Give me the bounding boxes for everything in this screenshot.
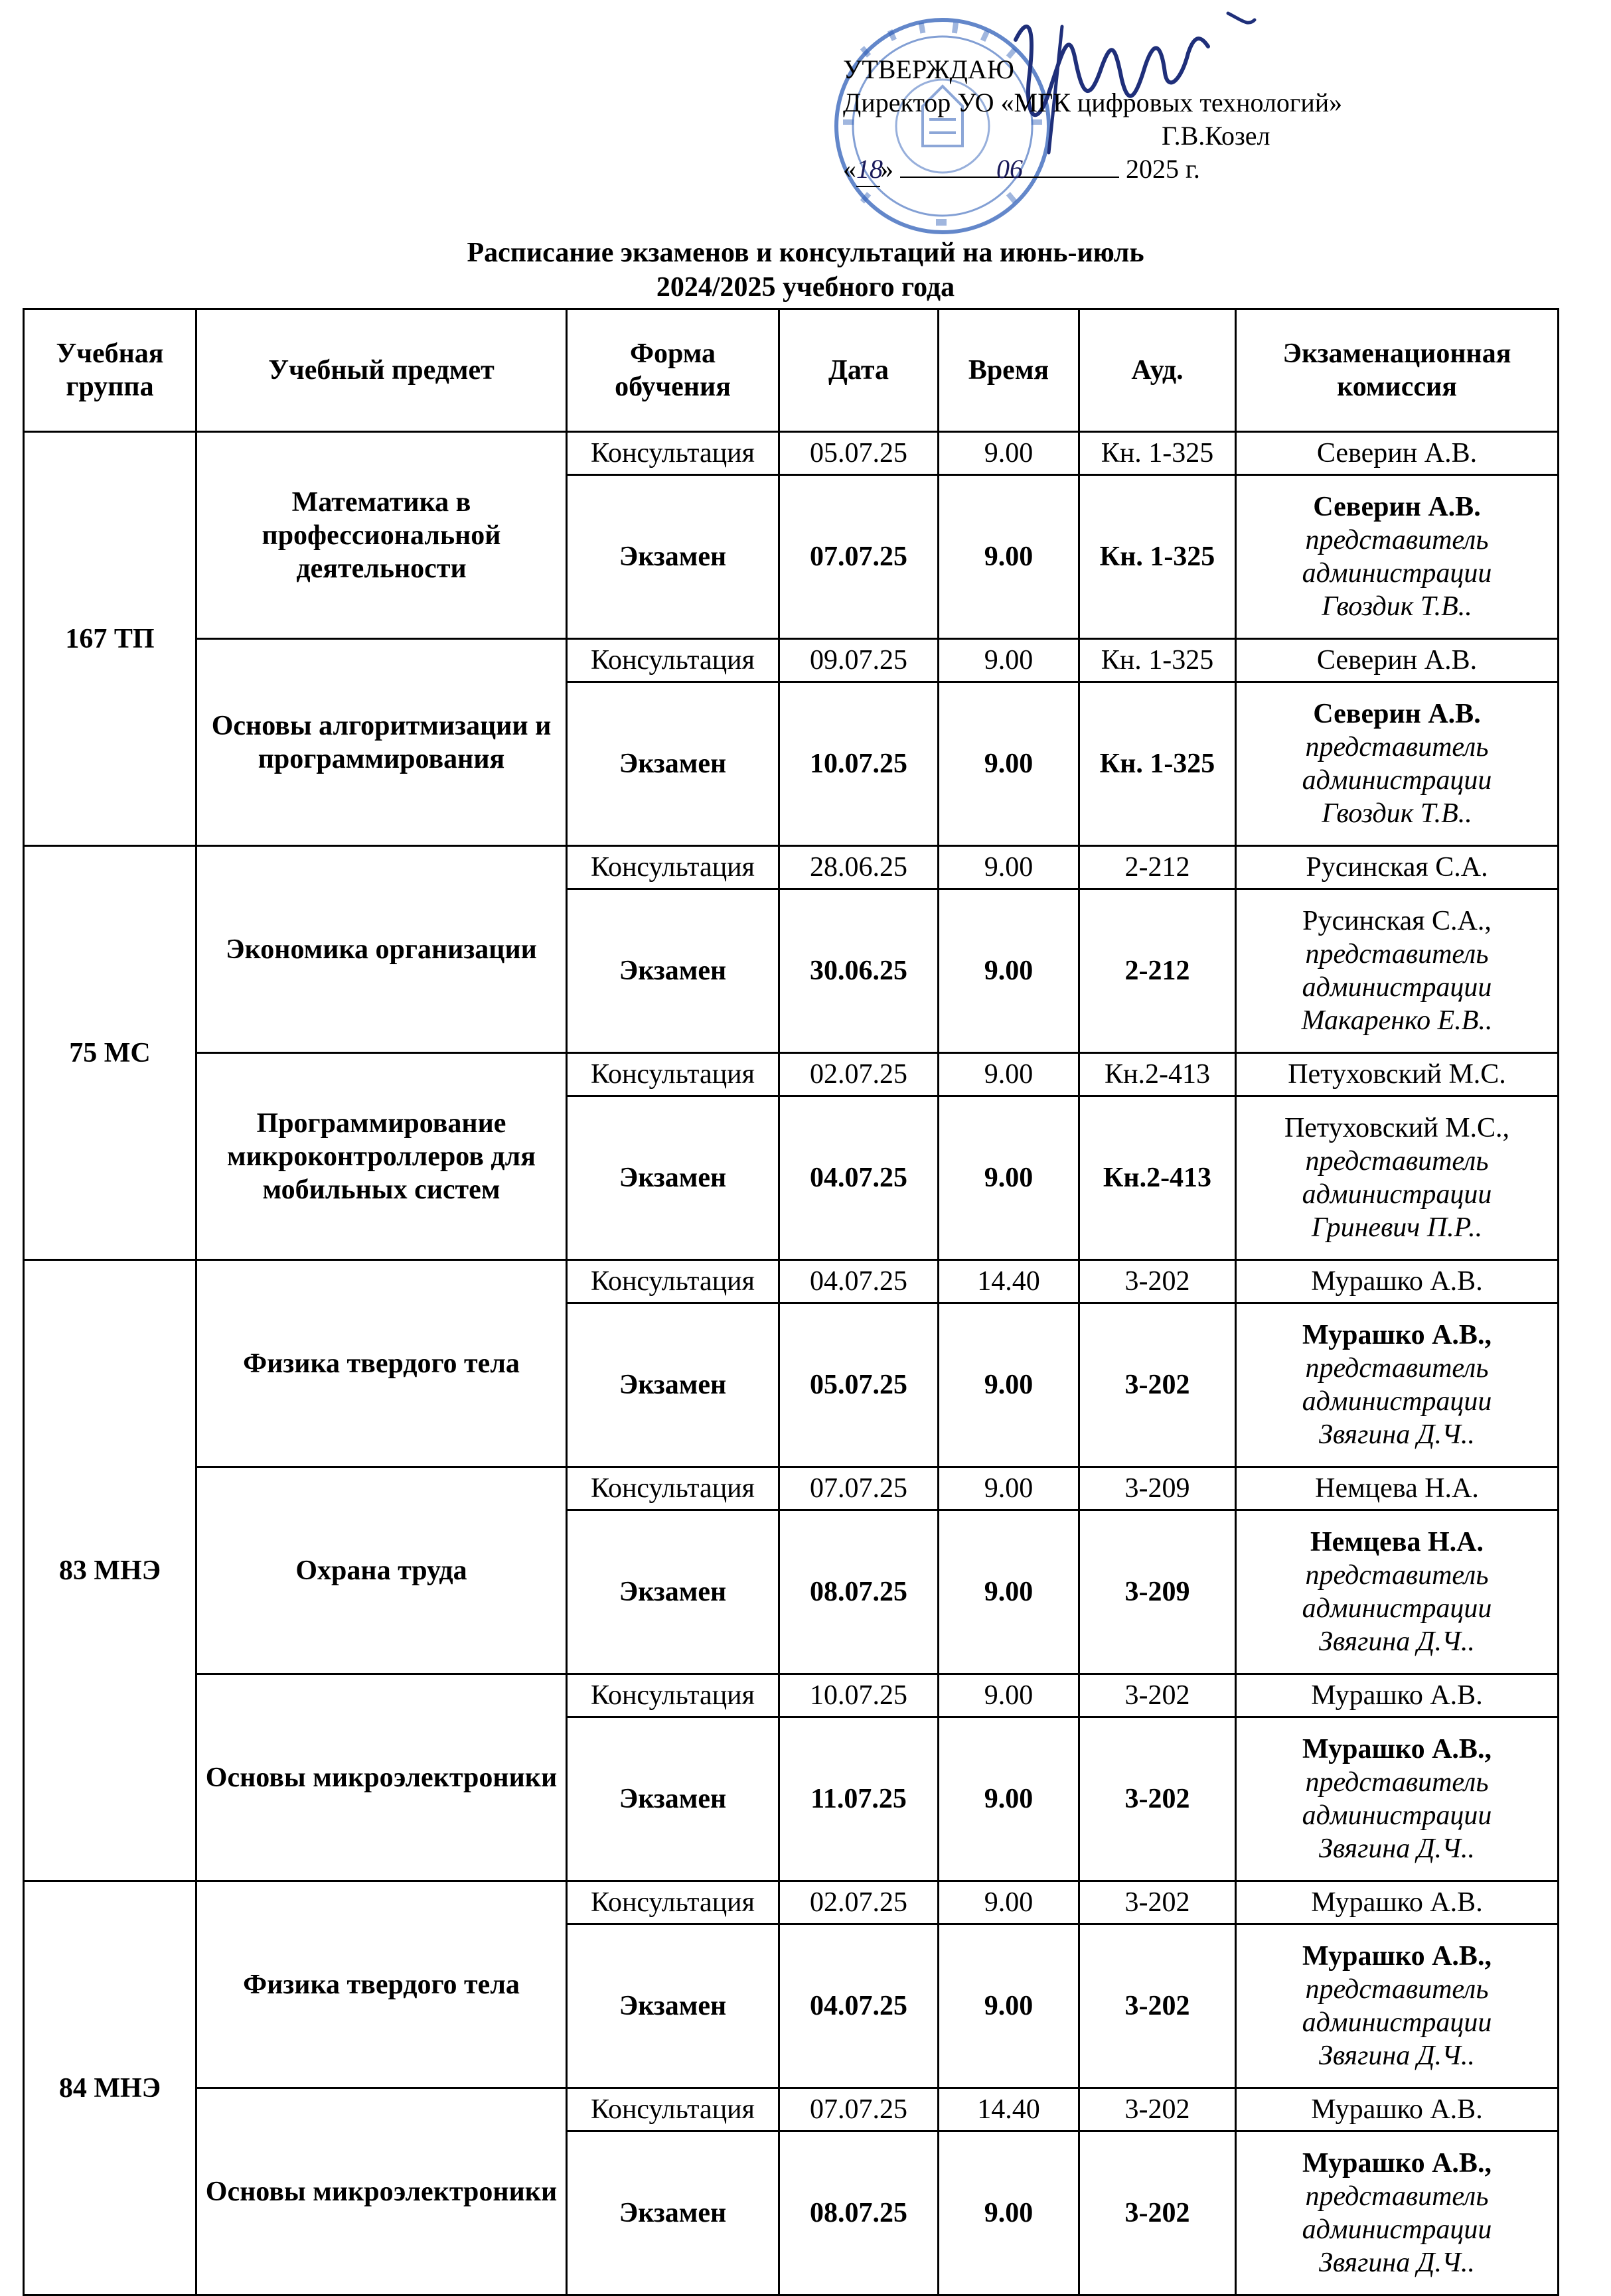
- commission-representative: представитель: [1305, 1974, 1489, 2005]
- room-cell: 3-202: [1079, 1260, 1236, 1303]
- time-cell: 9.00: [939, 2131, 1079, 2295]
- date-cell: 02.07.25: [779, 1053, 939, 1096]
- date-cell: 02.07.25: [779, 1881, 939, 1924]
- form-cell: Консультация: [567, 639, 779, 682]
- form-cell: Экзамен: [567, 1096, 779, 1260]
- commission-examiner: Северин А.В.: [1313, 492, 1481, 522]
- commission-cell: [1236, 1717, 1559, 1881]
- exam-schedule-table: [23, 308, 1559, 2296]
- commission-admin-person: Макаренко Е.В..: [1301, 1005, 1493, 1036]
- approval-date: [843, 153, 1560, 187]
- date-cell: 08.07.25: [779, 1510, 939, 1674]
- time-cell: 9.00: [939, 682, 1079, 846]
- subject-cell: Основы микроэлектроники: [196, 2088, 567, 2295]
- consultation-row: [24, 1881, 1559, 1924]
- commission-admin-person: Звягина Д.Ч..: [1319, 1419, 1475, 1450]
- commission-administration: администрации: [1302, 558, 1492, 589]
- time-cell: 9.00: [939, 1303, 1079, 1467]
- commission-cell: Мурашко А.В.: [1236, 1881, 1559, 1924]
- form-cell: Экзамен: [567, 889, 779, 1053]
- date-cell: 28.06.25: [779, 846, 939, 889]
- room-cell: Кн.2-413: [1079, 1096, 1236, 1260]
- commission-examiner: Северин А.В.: [1313, 699, 1481, 729]
- date-year: 2025 г.: [1126, 154, 1200, 184]
- commission-admin-person: Гвоздик Т.В..: [1322, 798, 1472, 829]
- group-cell: 167 ТП: [24, 432, 196, 846]
- header-row: [24, 309, 1559, 432]
- consultation-row: [24, 1053, 1559, 1096]
- time-cell: 9.00: [939, 1924, 1079, 2088]
- date-cell: 11.07.25: [779, 1717, 939, 1881]
- date-day: 18: [856, 153, 880, 187]
- commission-administration: администрации: [1302, 972, 1492, 1003]
- date-cell: 04.07.25: [779, 1924, 939, 2088]
- subject-cell: Основы микроэлектроники: [196, 1674, 567, 1881]
- time-cell: 9.00: [939, 1717, 1079, 1881]
- commission-administration: администрации: [1302, 2007, 1492, 2038]
- room-cell: 2-212: [1079, 846, 1236, 889]
- consultation-row: [24, 1467, 1559, 1510]
- date-cell: 04.07.25: [779, 1096, 939, 1260]
- commission-representative: представитель: [1305, 1767, 1489, 1798]
- date-cell: 07.07.25: [779, 475, 939, 639]
- consultation-row: [24, 432, 1559, 475]
- time-cell: 14.40: [939, 2088, 1079, 2131]
- header-time: Время: [939, 309, 1079, 432]
- subject-cell: Программирование микроконтроллеров для мобильных систем: [196, 1053, 567, 1260]
- room-cell: 3-202: [1079, 1674, 1236, 1717]
- commission-representative: представитель: [1305, 939, 1489, 969]
- commission-administration: администрации: [1302, 1593, 1492, 1624]
- commission-cell: Мурашко А.В.: [1236, 1260, 1559, 1303]
- document-title: [0, 236, 1611, 305]
- room-cell: Кн. 1-325: [1079, 475, 1236, 639]
- date-month: 06: [900, 153, 1119, 178]
- room-cell: Кн.2-413: [1079, 1053, 1236, 1096]
- room-cell: 3-209: [1079, 1467, 1236, 1510]
- commission-admin-person: Звягина Д.Ч..: [1319, 2041, 1475, 2071]
- form-cell: Консультация: [567, 432, 779, 475]
- subject-cell: Математика в профессиональной деятельности: [196, 432, 567, 639]
- commission-cell: [1236, 1096, 1559, 1260]
- room-cell: 3-202: [1079, 1303, 1236, 1467]
- room-cell: 3-202: [1079, 1881, 1236, 1924]
- commission-cell: Петуховский М.С.: [1236, 1053, 1559, 1096]
- room-cell: 3-202: [1079, 1924, 1236, 2088]
- title-line-2: 2024/2025 учебного года: [656, 272, 955, 303]
- commission-examiner: Петуховский М.С.,: [1284, 1113, 1510, 1143]
- commission-cell: [1236, 1924, 1559, 2088]
- subject-cell: Экономика организации: [196, 846, 567, 1053]
- commission-cell: [1236, 1510, 1559, 1674]
- subject-cell: Охрана труда: [196, 1467, 567, 1674]
- commission-cell: Мурашко А.В.: [1236, 1674, 1559, 1717]
- subject-cell: Основы алгоритмизации и программирования: [196, 639, 567, 846]
- time-cell: 9.00: [939, 1510, 1079, 1674]
- commission-administration: администрации: [1302, 1800, 1492, 1831]
- consultation-row: [24, 846, 1559, 889]
- room-cell: 3-209: [1079, 1510, 1236, 1674]
- commission-cell: [1236, 2131, 1559, 2295]
- approval-position: Директор УО «МГК цифровых технологий»: [843, 88, 1343, 117]
- header-group: Учебная группа: [24, 309, 196, 432]
- commission-cell: [1236, 682, 1559, 846]
- room-cell: 2-212: [1079, 889, 1236, 1053]
- commission-cell: [1236, 889, 1559, 1053]
- consultation-row: [24, 1260, 1559, 1303]
- commission-admin-person: Звягина Д.Ч..: [1319, 1833, 1475, 1864]
- time-cell: 9.00: [939, 1096, 1079, 1260]
- group-cell: 83 МНЭ: [24, 1260, 196, 1881]
- approval-heading: УТВЕРЖДАЮ: [843, 54, 1014, 84]
- commission-administration: администрации: [1302, 1179, 1492, 1210]
- date-cell: 10.07.25: [779, 682, 939, 846]
- form-cell: Экзамен: [567, 682, 779, 846]
- form-cell: Консультация: [567, 1467, 779, 1510]
- date-cell: 07.07.25: [779, 2088, 939, 2131]
- commission-examiner: Мурашко А.В.,: [1302, 1734, 1492, 1764]
- room-cell: Кн. 1-325: [1079, 682, 1236, 846]
- commission-admin-person: Звягина Д.Ч..: [1319, 1626, 1475, 1657]
- time-cell: 9.00: [939, 1467, 1079, 1510]
- time-cell: 9.00: [939, 1053, 1079, 1096]
- group-cell: 75 МС: [24, 846, 196, 1260]
- date-open-quote: «: [843, 154, 856, 184]
- group-cell: 84 МНЭ: [24, 1881, 196, 2295]
- date-cell: 04.07.25: [779, 1260, 939, 1303]
- approval-block: [843, 53, 1560, 187]
- commission-administration: администрации: [1302, 1386, 1492, 1417]
- commission-examiner: Мурашко А.В.,: [1302, 1320, 1492, 1350]
- date-cell: 08.07.25: [779, 2131, 939, 2295]
- commission-representative: представитель: [1305, 732, 1489, 762]
- consultation-row: [24, 1674, 1559, 1717]
- commission-representative: представитель: [1305, 525, 1489, 555]
- form-cell: Экзамен: [567, 1303, 779, 1467]
- header-subject: Учебный предмет: [196, 309, 567, 432]
- room-cell: 3-202: [1079, 2131, 1236, 2295]
- time-cell: 9.00: [939, 639, 1079, 682]
- date-cell: 05.07.25: [779, 432, 939, 475]
- approval-director-name: Г.В.Козел: [1162, 121, 1270, 151]
- time-cell: 9.00: [939, 1881, 1079, 1924]
- date-cell: 09.07.25: [779, 639, 939, 682]
- header-form: Форма обучения: [567, 309, 779, 432]
- consultation-row: [24, 2088, 1559, 2131]
- date-cell: 07.07.25: [779, 1467, 939, 1510]
- form-cell: Экзамен: [567, 475, 779, 639]
- schedule-body: [24, 432, 1559, 2295]
- date-cell: 05.07.25: [779, 1303, 939, 1467]
- form-cell: Консультация: [567, 846, 779, 889]
- form-cell: Экзамен: [567, 1924, 779, 2088]
- commission-admin-person: Звягина Д.Ч..: [1319, 2248, 1475, 2278]
- commission-admin-person: Гвоздик Т.В..: [1322, 591, 1472, 622]
- form-cell: Консультация: [567, 1674, 779, 1717]
- commission-examiner: Русинская С.А.,: [1302, 906, 1492, 936]
- commission-admin-person: Гриневич П.Р..: [1311, 1212, 1483, 1243]
- commission-cell: [1236, 1303, 1559, 1467]
- time-cell: 9.00: [939, 846, 1079, 889]
- commission-examiner: Мурашко А.В.,: [1302, 2148, 1492, 2179]
- room-cell: Кн. 1-325: [1079, 639, 1236, 682]
- time-cell: 9.00: [939, 475, 1079, 639]
- subject-cell: Физика твердого тела: [196, 1881, 567, 2088]
- commission-cell: Русинская С.А.: [1236, 846, 1559, 889]
- header-date: Дата: [779, 309, 939, 432]
- room-cell: Кн. 1-325: [1079, 432, 1236, 475]
- form-cell: Консультация: [567, 2088, 779, 2131]
- time-cell: 9.00: [939, 1674, 1079, 1717]
- commission-cell: [1236, 475, 1559, 639]
- title-line-1: Расписание экзаменов и консультаций на июнь-июль: [467, 238, 1144, 268]
- date-cell: 10.07.25: [779, 1674, 939, 1717]
- room-cell: 3-202: [1079, 2088, 1236, 2131]
- time-cell: 9.00: [939, 889, 1079, 1053]
- time-cell: 14.40: [939, 1260, 1079, 1303]
- subject-cell: Физика твердого тела: [196, 1260, 567, 1467]
- header-commission: Экзаменационная комиссия: [1236, 309, 1559, 432]
- form-cell: Консультация: [567, 1881, 779, 1924]
- commission-representative: представитель: [1305, 1146, 1489, 1177]
- commission-cell: Мурашко А.В.: [1236, 2088, 1559, 2131]
- date-close-quote: »: [880, 154, 893, 184]
- commission-representative: представитель: [1305, 1353, 1489, 1384]
- room-cell: 3-202: [1079, 1717, 1236, 1881]
- commission-representative: представитель: [1305, 1560, 1489, 1591]
- commission-administration: администрации: [1302, 2214, 1492, 2245]
- commission-cell: Немцева Н.А.: [1236, 1467, 1559, 1510]
- commission-examiner: Мурашко А.В.,: [1302, 1941, 1492, 1972]
- commission-administration: администрации: [1302, 765, 1492, 796]
- form-cell: Экзамен: [567, 1510, 779, 1674]
- form-cell: Экзамен: [567, 1717, 779, 1881]
- commission-representative: представитель: [1305, 2181, 1489, 2212]
- commission-cell: Северин А.В.: [1236, 432, 1559, 475]
- form-cell: Экзамен: [567, 2131, 779, 2295]
- commission-examiner: Немцева Н.А.: [1310, 1527, 1484, 1557]
- form-cell: Консультация: [567, 1260, 779, 1303]
- time-cell: 9.00: [939, 432, 1079, 475]
- form-cell: Консультация: [567, 1053, 779, 1096]
- date-cell: 30.06.25: [779, 889, 939, 1053]
- header-room: Ауд.: [1079, 309, 1236, 432]
- consultation-row: [24, 639, 1559, 682]
- commission-cell: Северин А.В.: [1236, 639, 1559, 682]
